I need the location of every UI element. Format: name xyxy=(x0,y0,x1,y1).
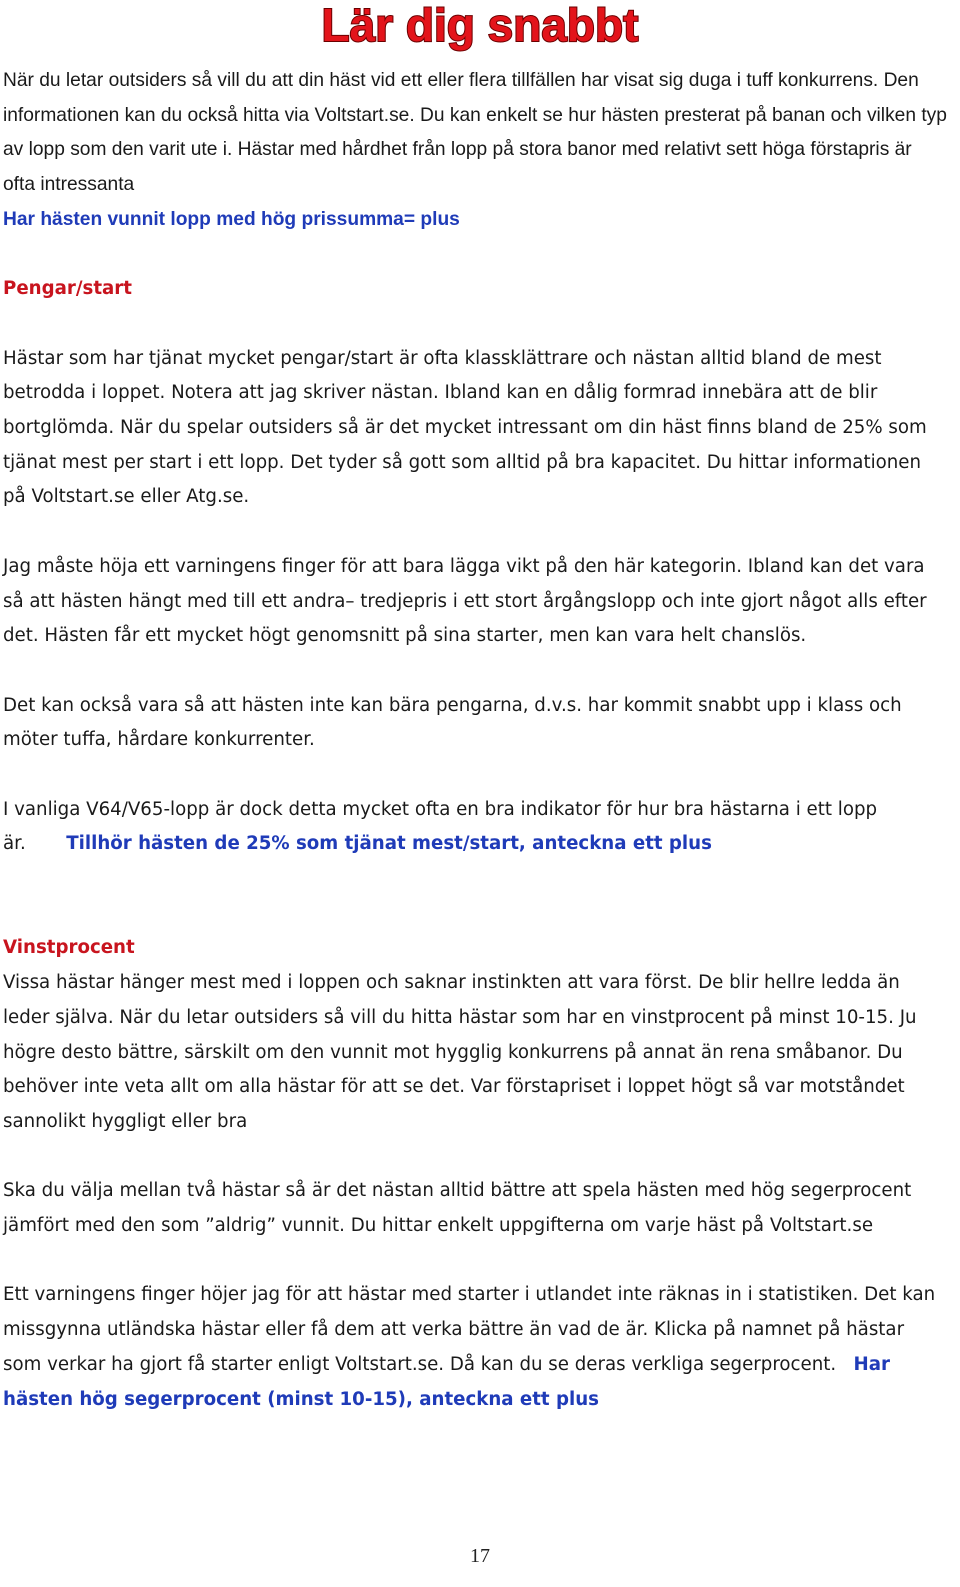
page-number: 17 xyxy=(470,1545,490,1567)
document-body xyxy=(3,64,947,1417)
win-paragraph-2: Ska du välja mellan två hästar så är det nästan alltid bättre att spela hästen med hög segerprocent jämfört med den som ”aldrig” vunnit. Du hittar enkelt uppgifterna om varje häst på Voltstart.se xyxy=(3,1180,912,1237)
spacer xyxy=(3,515,947,550)
intro-highlight: Har hästen vunnit lopp med hög prissumma= plus xyxy=(3,208,460,230)
money-paragraph-3: Det kan också vara så att hästen inte kan bära pengarna, d.v.s. har kommit snabbt upp i klass och möter tuffa, hårdare konkurrenter. xyxy=(3,694,902,751)
money-paragraph-2: Jag måste höja ett varningens finger för att bara lägga vikt på den här kategorin. Ibland kan det vara så att hästen hängt med till ett andra– tredjepris i ett stort årgångslopp och inte gjort något alls efter det. Hästen får ett mycket högt genomsnitt på sina starter, men kan vara helt chanslös. xyxy=(3,555,927,647)
header-logo xyxy=(0,0,960,54)
spacer xyxy=(3,1244,947,1279)
intro-paragraph xyxy=(3,64,947,238)
spacer xyxy=(3,654,947,689)
spacer xyxy=(3,862,947,931)
logo-text: Lär dig snabbt xyxy=(321,0,639,51)
win-paragraph-3-text: Ett varningens finger höjer jag för att hästar med starter i utlandet inte räknas in i statistiken. Det kan missgynna utländska hästar eller få dem att verka bättre än vad de är. Klicka på namnet på hästar som verkar ha gjort få starter enligt Voltstart.se. Då kan du se deras verkliga segerprocent. xyxy=(3,1284,936,1375)
section-heading-win: Vinstprocent xyxy=(3,937,135,959)
section-heading-money: Pengar/start xyxy=(3,278,132,300)
spacer xyxy=(3,758,947,793)
logo-banner xyxy=(260,0,700,54)
spacer xyxy=(3,1140,947,1175)
win-paragraph-1: Vissa hästar hänger mest med i loppen och saknar instinkten att vara först. De blir hellre ledda än leder själva. När du letar outsiders så vill du hitta hästar som har en vinstprocent på minst 10-15. Ju högre desto bättre, särskilt om den vunnit mot hygglig konkurrens på annat än rena småbanor. Du behöver inte veta allt om alla hästar för att se det. Var förstapriset i loppet högt så var motståndet sannolikt hyggligt eller bra xyxy=(3,972,917,1132)
money-paragraph-4 xyxy=(3,793,947,862)
spacer xyxy=(3,238,947,273)
money-paragraph-1: Hästar som har tjänat mycket pengar/start är ofta klassklättrare och nästan alltid bland de mest betrodda i loppet. Notera att jag skriver nästan. Ibland kan en dålig formrad innebära att de blir bortglömda. När du spelar outsiders så är det mycket intressant om din häst finns bland de 25% som tjänat mest per start i ett lopp. Det tyder så gott som alltid på bra kapacitet. Du hittar informationen på Voltstart.se eller Atg.se. xyxy=(3,347,927,508)
spacer xyxy=(3,307,947,342)
win-highlight: Har hästen hög segerprocent (minst 10-15), anteckna ett plus xyxy=(3,1353,890,1410)
intro-text: När du letar outsiders så vill du att din häst vid ett eller flera tillfällen har visat sig duga i tuff konkurrens. Den informationen kan du också hitta via Voltstart.se. Du kan enkelt se hur hästen presterat på banan och vilken typ av lopp som den varit ute i. Hästar med hårdhet från lopp på stora banor med relativt sett höga förstapris är ofta intressanta xyxy=(3,70,947,196)
money-paragraph-4-text: I vanliga V64/V65-lopp är dock detta mycket ofta en bra indikator för hur bra hästarna i ett lopp är. xyxy=(3,798,878,855)
win-paragraph-3 xyxy=(3,1278,947,1417)
money-highlight: Tillhör hästen de 25% som tjänat mest/start, anteckna ett plus xyxy=(66,833,712,855)
